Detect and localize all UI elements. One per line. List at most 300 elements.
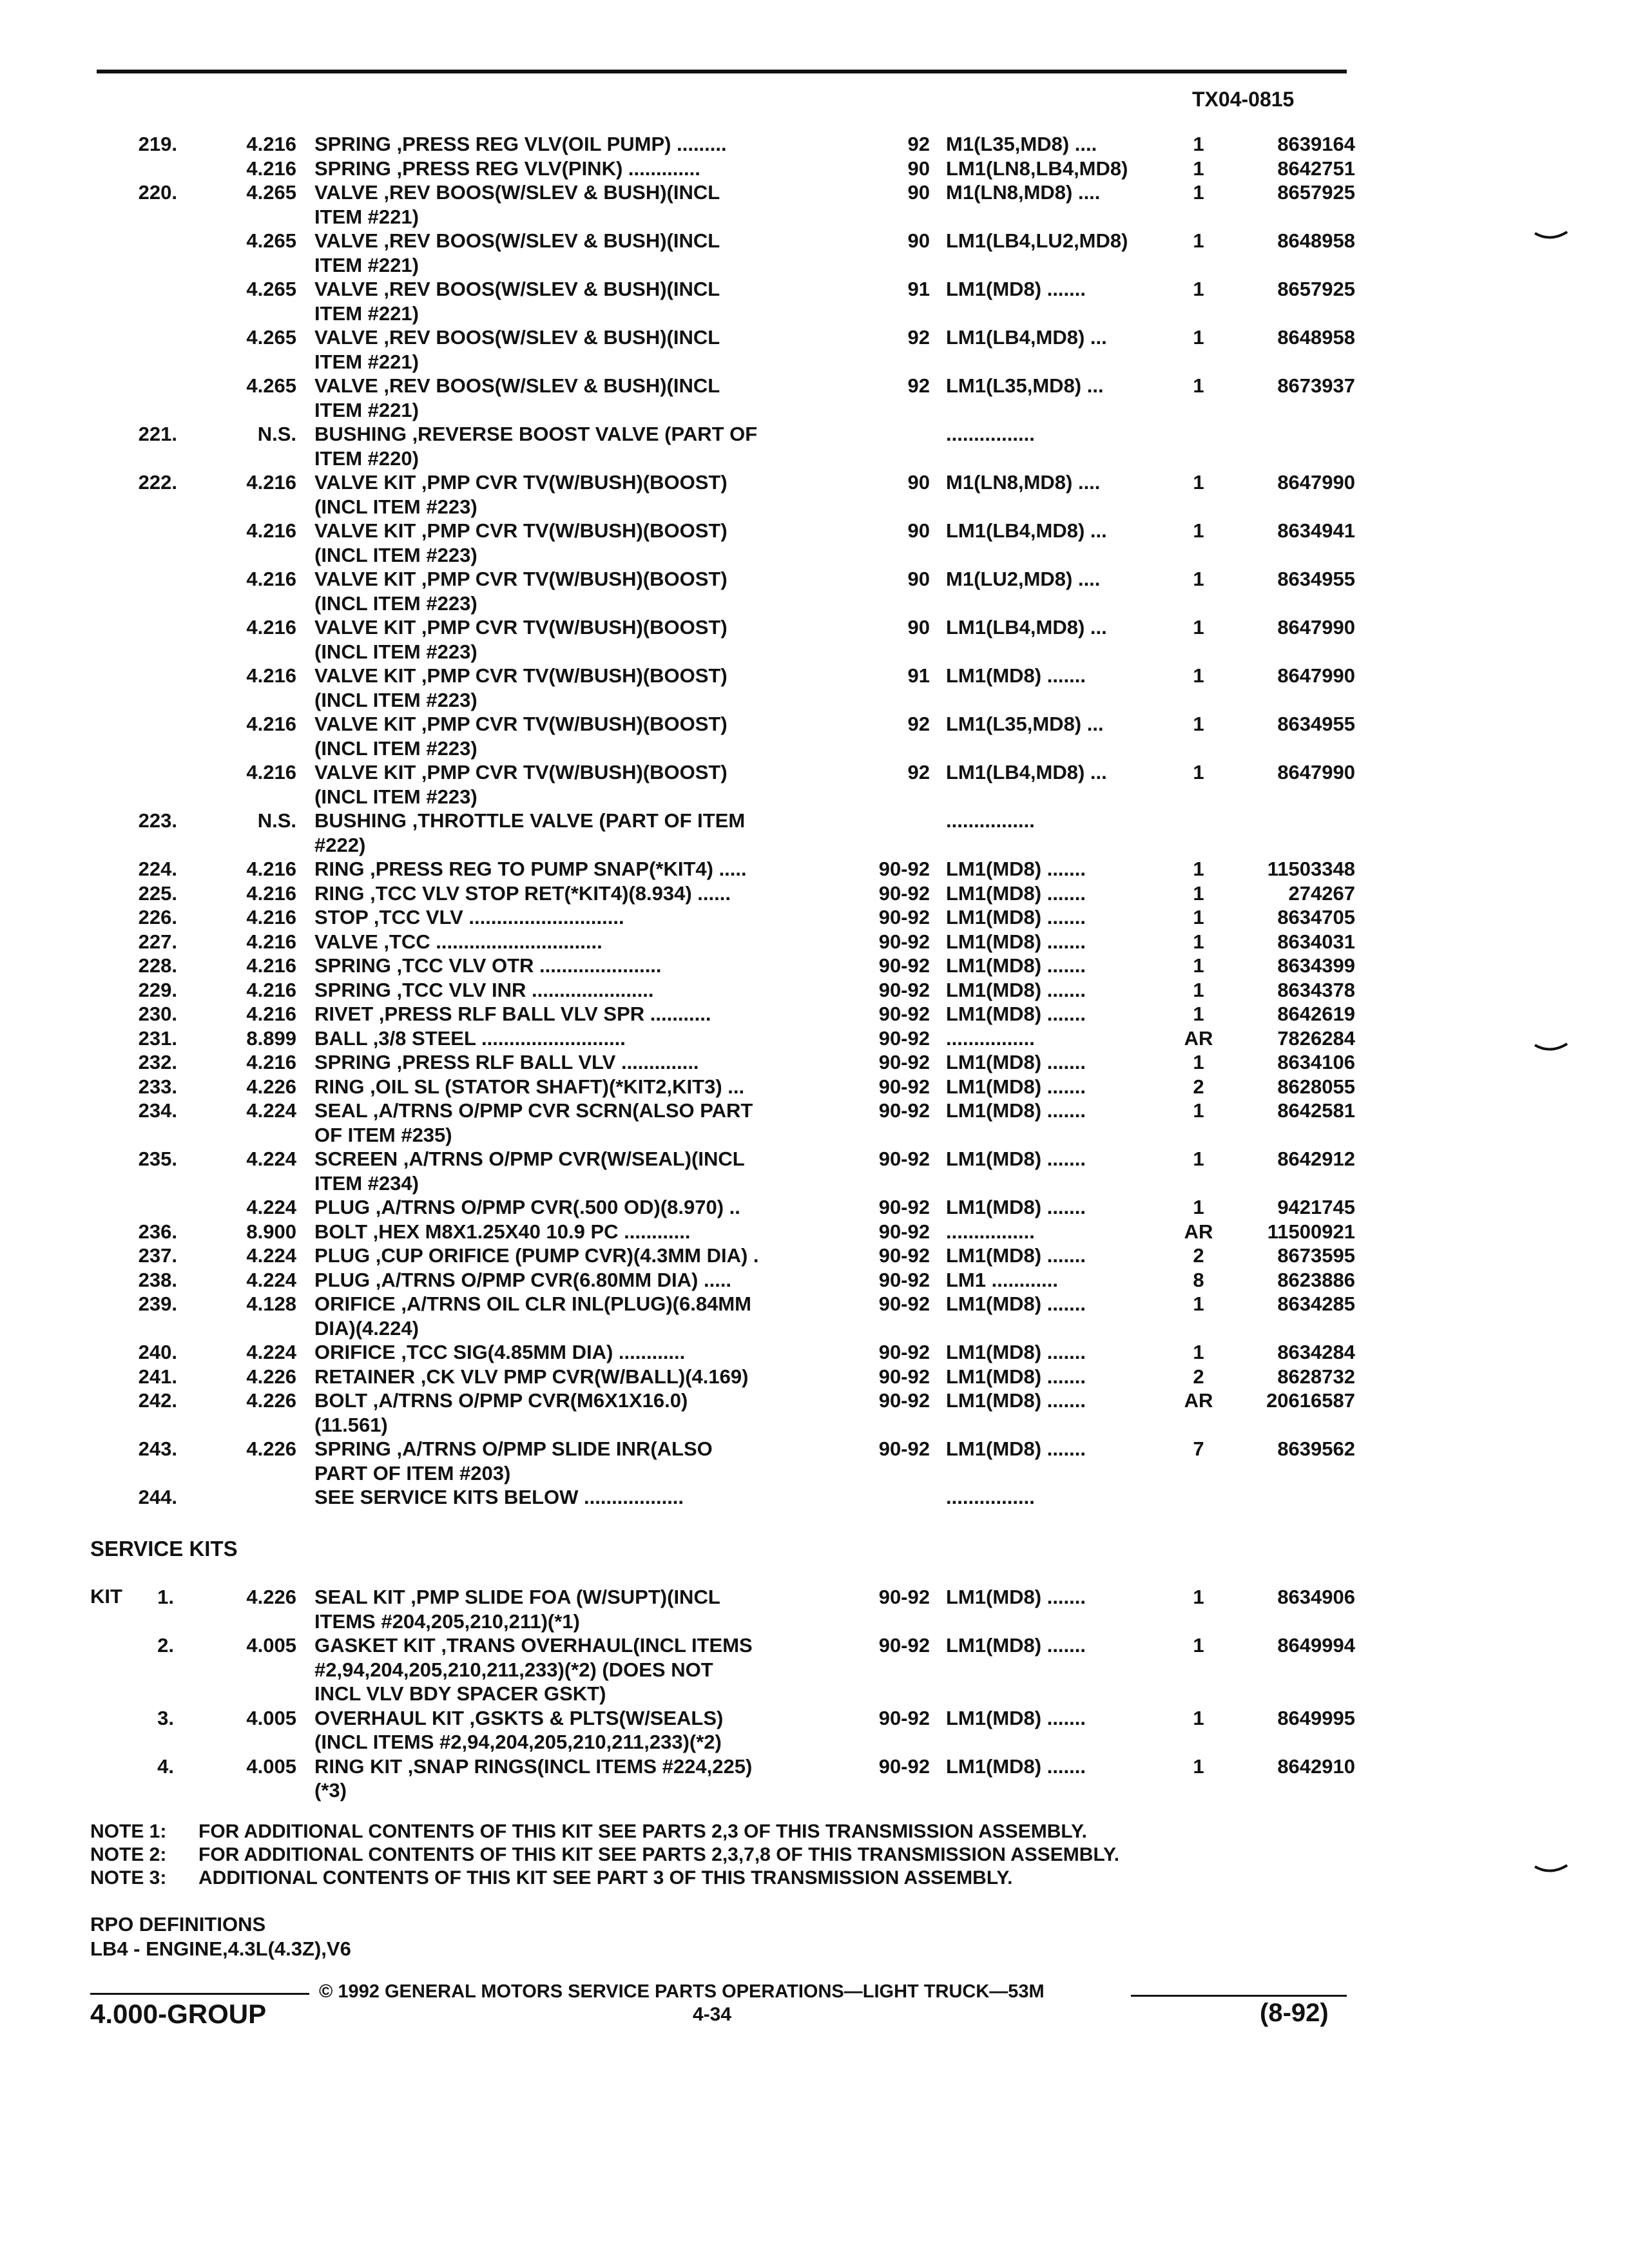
note-text: FOR ADDITIONAL CONTENTS OF THIS KIT SEE PARTS 2,3,7,8 OF THIS TRANSMISSION ASSEMBLY. bbox=[198, 1844, 1120, 1865]
part-description: VALVE ,REV BOOS(W/SLEV & BUSH)(INCL ITEM #221) bbox=[314, 181, 720, 228]
quantity: 1 bbox=[1193, 229, 1204, 252]
part-description: SEE SERVICE KITS BELOW .................. bbox=[314, 1486, 684, 1508]
rpo-heading: RPO DEFINITIONS bbox=[90, 1913, 266, 1936]
part-description: ORIFICE ,TCC SIG(4.85MM DIA) ............ bbox=[314, 1341, 686, 1363]
part-description: BALL ,3/8 STEEL .......................... bbox=[314, 1026, 626, 1050]
part-number: 8657925 bbox=[1277, 278, 1355, 300]
group-number: 4.224 bbox=[246, 1244, 296, 1267]
part-description: VALVE KIT ,PMP CVR TV(W/BUSH)(BOOST) (INCL ITEM #223) bbox=[314, 664, 728, 711]
part-row bbox=[0, 470, 1629, 519]
model-years: 90 bbox=[907, 471, 930, 494]
part-description: SPRING ,A/TRNS O/PMP SLIDE INR(ALSO PART OF ITEM #203) bbox=[314, 1437, 713, 1485]
part-number: 8649995 bbox=[1277, 1706, 1355, 1729]
model-code: LM1(MD8) ....... bbox=[946, 858, 1086, 880]
part-number: 8634285 bbox=[1277, 1293, 1355, 1315]
group-number: 4.216 bbox=[246, 881, 296, 905]
item-number: 237. bbox=[138, 1244, 177, 1267]
model-code: LM1(MD8) ....... bbox=[946, 1148, 1086, 1170]
quantity: 1 bbox=[1193, 471, 1204, 494]
model-years: 90-92 bbox=[878, 1389, 930, 1412]
item-number: 222. bbox=[138, 471, 177, 494]
part-row bbox=[0, 277, 1629, 325]
item-number: 224. bbox=[138, 858, 177, 880]
part-row bbox=[0, 1340, 1629, 1365]
part-number: 8649994 bbox=[1277, 1634, 1355, 1657]
model-code: LM1(MD8) ....... bbox=[946, 978, 1086, 1001]
group-number: 4.216 bbox=[246, 713, 296, 735]
quantity: 1 bbox=[1193, 278, 1204, 300]
copyright-line: © 1992 GENERAL MOTORS SERVICE PARTS OPERATIONS—LIGHT TRUCK—53M bbox=[319, 1981, 1045, 2002]
part-row bbox=[0, 132, 1629, 157]
quantity: 1 bbox=[1193, 1706, 1204, 1729]
part-number: 8634284 bbox=[1277, 1341, 1355, 1363]
model-code: LM1(MD8) ....... bbox=[946, 1099, 1086, 1122]
group-number: 4.216 bbox=[246, 954, 296, 977]
parts-list bbox=[0, 132, 1629, 1510]
part-number: 8628055 bbox=[1277, 1075, 1355, 1098]
item-number: 226. bbox=[138, 906, 177, 928]
model-code: LM1(MD8) ....... bbox=[946, 954, 1086, 977]
part-number: 8634955 bbox=[1277, 568, 1355, 590]
model-years: 90-92 bbox=[878, 1634, 930, 1657]
model-years: 90-92 bbox=[878, 1754, 930, 1778]
part-number: 8634941 bbox=[1277, 519, 1355, 542]
part-row bbox=[0, 325, 1629, 374]
part-description: ORIFICE ,A/TRNS OIL CLR INL(PLUG)(6.84MM DIA)(4.224) bbox=[314, 1293, 751, 1340]
part-number: 8639562 bbox=[1277, 1437, 1355, 1460]
part-row bbox=[0, 905, 1629, 930]
part-number: 8642910 bbox=[1277, 1754, 1355, 1778]
model-code: LM1(MD8) ....... bbox=[946, 1437, 1086, 1460]
model-years: 92 bbox=[907, 374, 930, 397]
part-number: 9421745 bbox=[1277, 1196, 1355, 1218]
part-row bbox=[0, 229, 1629, 277]
model-code: LM1(MD8) ....... bbox=[946, 1244, 1086, 1267]
part-row bbox=[0, 1268, 1629, 1293]
part-row bbox=[0, 1050, 1629, 1075]
model-code: LM1(LB4,MD8) ... bbox=[946, 616, 1107, 639]
part-number: 8648958 bbox=[1277, 326, 1355, 349]
model-years: 90-92 bbox=[878, 1220, 930, 1243]
part-number: 8634399 bbox=[1277, 954, 1355, 977]
model-code: LM1(MD8) ....... bbox=[946, 881, 1086, 905]
item-number: 235. bbox=[138, 1148, 177, 1170]
model-years: 90 bbox=[907, 616, 930, 639]
group-number: 4.005 bbox=[246, 1754, 296, 1778]
part-description: VALVE ,REV BOOS(W/SLEV & BUSH)(INCL ITEM #221) bbox=[314, 326, 720, 373]
quantity: 1 bbox=[1193, 1003, 1204, 1025]
model-years: 90-92 bbox=[878, 978, 930, 1001]
group-number: 4.216 bbox=[246, 978, 296, 1001]
part-description: BOLT ,A/TRNS O/PMP CVR(M6X1X16.0) (11.561) bbox=[314, 1389, 688, 1436]
part-row bbox=[0, 1002, 1629, 1026]
model-years: 90-92 bbox=[878, 1026, 930, 1050]
part-number: 8634906 bbox=[1277, 1586, 1355, 1608]
quantity: 1 bbox=[1193, 858, 1204, 880]
model-years: 92 bbox=[907, 713, 930, 735]
model-years: 90-92 bbox=[878, 954, 930, 977]
model-code: ................ bbox=[946, 1486, 1035, 1508]
part-number: 8642751 bbox=[1277, 157, 1355, 180]
part-description: SPRING ,PRESS REG VLV(PINK) ............. bbox=[314, 157, 700, 180]
part-description: GASKET KIT ,TRANS OVERHAUL(INCL ITEMS #2,94,204,205,210,211,233)(*2) (DOES NOT INCL VLV BDY SPACER GSKT) bbox=[314, 1634, 753, 1705]
model-code: LM1 ............ bbox=[946, 1268, 1058, 1291]
model-code: LM1(MD8) ....... bbox=[946, 1634, 1086, 1657]
part-number: 20616587 bbox=[1266, 1389, 1355, 1412]
model-code: LM1(MD8) ....... bbox=[946, 1075, 1086, 1098]
model-years: 91 bbox=[907, 278, 930, 300]
part-row bbox=[0, 422, 1629, 470]
group-number: 4.226 bbox=[246, 1586, 296, 1608]
part-description: SEAL KIT ,PMP SLIDE FOA (W/SUPT)(INCL ITEMS #204,205,210,211)(*1) bbox=[314, 1586, 720, 1633]
part-number: 8673937 bbox=[1277, 374, 1355, 397]
model-code: LM1(LB4,MD8) ... bbox=[946, 761, 1107, 783]
model-code: LM1(MD8) ....... bbox=[946, 1706, 1086, 1729]
group-number: 4.226 bbox=[246, 1389, 296, 1412]
part-row bbox=[0, 857, 1629, 881]
top-rule bbox=[97, 70, 1347, 73]
part-number: 8623886 bbox=[1277, 1268, 1355, 1291]
part-number: 11500921 bbox=[1267, 1220, 1355, 1243]
model-code: ................ bbox=[946, 1026, 1035, 1050]
part-row bbox=[0, 978, 1629, 1003]
model-code: LM1(LB4,MD8) ... bbox=[946, 326, 1107, 349]
part-row bbox=[0, 1437, 1629, 1485]
quantity: 8 bbox=[1193, 1268, 1204, 1291]
part-row bbox=[0, 1220, 1629, 1244]
group-number: 4.226 bbox=[246, 1075, 296, 1098]
model-years: 90-92 bbox=[878, 1244, 930, 1267]
model-code: LM1(LB4,MD8) ... bbox=[946, 519, 1107, 542]
part-number: 8647990 bbox=[1277, 761, 1355, 783]
binding-mark-icon bbox=[1534, 231, 1568, 244]
service-kits-list bbox=[0, 1585, 1629, 1803]
part-description: PLUG ,A/TRNS O/PMP CVR(6.80MM DIA) ..... bbox=[314, 1268, 732, 1291]
model-code: LM1(MD8) ....... bbox=[946, 1341, 1086, 1363]
group-number: 4.005 bbox=[246, 1634, 296, 1657]
part-row bbox=[0, 760, 1629, 809]
page-number: 4-34 bbox=[693, 2004, 732, 2025]
part-number: 8673595 bbox=[1277, 1244, 1355, 1267]
part-description: RING ,PRESS REG TO PUMP SNAP(*KIT4) ..... bbox=[314, 858, 747, 880]
part-row bbox=[0, 954, 1629, 978]
item-number: 220. bbox=[138, 181, 177, 204]
model-code: LM1(MD8) ....... bbox=[946, 1196, 1086, 1218]
part-description: RIVET ,PRESS RLF BALL VLV SPR ........... bbox=[314, 1003, 711, 1025]
quantity: 1 bbox=[1193, 713, 1204, 735]
model-years: 90-92 bbox=[878, 1437, 930, 1460]
group-number: 4.216 bbox=[246, 519, 296, 542]
quantity: 1 bbox=[1193, 1754, 1204, 1778]
part-description: VALVE KIT ,PMP CVR TV(W/BUSH)(BOOST) (INCL ITEM #223) bbox=[314, 568, 728, 615]
quantity: 2 bbox=[1193, 1365, 1204, 1388]
kit-row bbox=[0, 1633, 1629, 1706]
group-number: 4.224 bbox=[246, 1196, 296, 1218]
quantity: 1 bbox=[1193, 1099, 1204, 1122]
quantity: 1 bbox=[1193, 1196, 1204, 1218]
quantity: 2 bbox=[1193, 1075, 1204, 1098]
part-number: 8642619 bbox=[1277, 1003, 1355, 1025]
revision-date: (8-92) bbox=[1260, 1999, 1329, 2027]
item-number: 244. bbox=[138, 1486, 177, 1508]
part-number: 8628732 bbox=[1277, 1365, 1355, 1388]
part-row bbox=[0, 1195, 1629, 1220]
group-number: 4.216 bbox=[246, 761, 296, 783]
model-years: 90 bbox=[907, 229, 930, 252]
item-number: 241. bbox=[138, 1365, 177, 1388]
model-years: 90-92 bbox=[878, 906, 930, 928]
part-row bbox=[0, 1292, 1629, 1340]
group-number: 4.216 bbox=[246, 906, 296, 928]
note-text: FOR ADDITIONAL CONTENTS OF THIS KIT SEE PARTS 2,3 OF THIS TRANSMISSION ASSEMBLY. bbox=[198, 1821, 1088, 1842]
model-code: ................ bbox=[946, 423, 1035, 445]
model-code: LM1(L35,MD8) ... bbox=[946, 374, 1104, 397]
model-years: 90-92 bbox=[878, 1099, 930, 1122]
note-row bbox=[90, 1843, 1119, 1867]
quantity: 1 bbox=[1193, 930, 1204, 953]
note-text: ADDITIONAL CONTENTS OF THIS KIT SEE PART 3 OF THIS TRANSMISSION ASSEMBLY. bbox=[198, 1867, 1013, 1888]
group-number: 4.265 bbox=[246, 181, 296, 204]
part-row bbox=[0, 930, 1629, 954]
model-years: 92 bbox=[907, 133, 930, 155]
item-number: 236. bbox=[138, 1220, 177, 1243]
note-label: NOTE 3: bbox=[90, 1867, 167, 1888]
part-row bbox=[0, 519, 1629, 567]
group-number: 4.224 bbox=[246, 1148, 296, 1170]
item-number: 232. bbox=[138, 1051, 177, 1073]
quantity: 1 bbox=[1193, 616, 1204, 639]
part-number: 8634955 bbox=[1277, 713, 1355, 735]
group-number: 4.216 bbox=[246, 471, 296, 494]
kit-number: 1. bbox=[157, 1586, 174, 1608]
item-number: 240. bbox=[138, 1341, 177, 1363]
model-code: LM1(MD8) ....... bbox=[946, 1754, 1086, 1778]
model-years: 90-92 bbox=[878, 1365, 930, 1388]
part-description: RING ,OIL SL (STATOR SHAFT)(*KIT2,KIT3) ... bbox=[314, 1075, 745, 1098]
rpo-definition: LB4 - ENGINE,4.3L(4.3Z),V6 bbox=[90, 1937, 351, 1960]
binding-mark-icon bbox=[1534, 1864, 1568, 1877]
model-code: ................ bbox=[946, 1220, 1035, 1243]
group-number: 4.216 bbox=[246, 930, 296, 953]
group-number: 4.224 bbox=[246, 1099, 296, 1122]
part-description: SPRING ,PRESS RLF BALL VLV .............. bbox=[314, 1051, 699, 1073]
group-number: 4.216 bbox=[246, 157, 296, 180]
part-description: SCREEN ,A/TRNS O/PMP CVR(W/SEAL)(INCL ITEM #234) bbox=[314, 1148, 745, 1195]
part-description: RING KIT ,SNAP RINGS(INCL ITEMS #224,225) (*3) bbox=[314, 1754, 753, 1802]
kit-row bbox=[0, 1754, 1629, 1803]
group-number: 4.265 bbox=[246, 229, 296, 252]
group-number: 4.226 bbox=[246, 1365, 296, 1388]
part-description: OVERHAUL KIT ,GSKTS & PLTS(W/SEALS) (INCL ITEMS #2,94,204,205,210,211,233)(*2) bbox=[314, 1706, 724, 1753]
group-number: 8.900 bbox=[246, 1220, 296, 1243]
item-number: 223. bbox=[138, 809, 177, 832]
item-number: 228. bbox=[138, 954, 177, 977]
item-number: 242. bbox=[138, 1389, 177, 1412]
model-years: 90-92 bbox=[878, 1196, 930, 1218]
quantity: AR bbox=[1184, 1026, 1213, 1050]
kit-number: 4. bbox=[157, 1754, 174, 1778]
group-number: 4.216 bbox=[246, 1051, 296, 1073]
model-years: 90-92 bbox=[878, 1003, 930, 1025]
model-code: M1(LU2,MD8) .... bbox=[946, 568, 1101, 590]
model-code: M1(LN8,MD8) .... bbox=[946, 471, 1101, 494]
item-number: 239. bbox=[138, 1293, 177, 1315]
binding-mark-icon bbox=[1534, 1043, 1568, 1055]
part-description: VALVE ,REV BOOS(W/SLEV & BUSH)(INCL ITEM #221) bbox=[314, 374, 720, 421]
part-row bbox=[0, 809, 1629, 857]
footer-rule bbox=[90, 1993, 309, 1995]
model-years: 90-92 bbox=[878, 1706, 930, 1729]
part-number: 8639164 bbox=[1277, 133, 1355, 155]
model-years: 90 bbox=[907, 519, 930, 542]
note-label: NOTE 2: bbox=[90, 1844, 167, 1865]
item-number: 234. bbox=[138, 1099, 177, 1122]
quantity: 1 bbox=[1193, 1341, 1204, 1363]
part-row bbox=[0, 1147, 1629, 1195]
group-number: 4.216 bbox=[246, 858, 296, 880]
model-years: 90-92 bbox=[878, 1341, 930, 1363]
item-number: 230. bbox=[138, 1003, 177, 1025]
quantity: 1 bbox=[1193, 1586, 1204, 1608]
model-code: LM1(LN8,LB4,MD8) bbox=[946, 157, 1128, 180]
note-row bbox=[90, 1867, 1119, 1890]
part-description: VALVE KIT ,PMP CVR TV(W/BUSH)(BOOST) (INCL ITEM #223) bbox=[314, 761, 728, 808]
group-number: N.S. bbox=[257, 809, 296, 832]
quantity: 2 bbox=[1193, 1244, 1204, 1267]
part-row bbox=[0, 615, 1629, 664]
item-number: 238. bbox=[138, 1268, 177, 1291]
model-code: LM1(MD8) ....... bbox=[946, 1003, 1086, 1025]
quantity: 1 bbox=[1193, 326, 1204, 349]
part-row bbox=[0, 1485, 1629, 1510]
model-code: LM1(MD8) ....... bbox=[946, 906, 1086, 928]
part-description: PLUG ,CUP ORIFICE (PUMP CVR)(4.3MM DIA) . bbox=[314, 1244, 759, 1267]
part-description: SPRING ,PRESS REG VLV(OIL PUMP) ......... bbox=[314, 133, 727, 155]
group-number: 4.265 bbox=[246, 374, 296, 397]
part-number: 11503348 bbox=[1267, 858, 1355, 880]
item-number: 225. bbox=[138, 881, 177, 905]
quantity: 1 bbox=[1193, 568, 1204, 590]
model-years: 90-92 bbox=[878, 1293, 930, 1315]
kit-label: KIT bbox=[90, 1585, 122, 1608]
part-description: VALVE KIT ,PMP CVR TV(W/BUSH)(BOOST) (INCL ITEM #223) bbox=[314, 616, 728, 663]
part-number: 8647990 bbox=[1277, 471, 1355, 494]
part-number: 8634705 bbox=[1277, 906, 1355, 928]
model-code: LM1(MD8) ....... bbox=[946, 664, 1086, 687]
model-code: LM1(MD8) ....... bbox=[946, 278, 1086, 300]
item-number: 231. bbox=[138, 1026, 177, 1050]
quantity: 1 bbox=[1193, 664, 1204, 687]
part-description: SPRING ,TCC VLV INR ...................... bbox=[314, 978, 654, 1001]
part-number: 8642912 bbox=[1277, 1148, 1355, 1170]
group-number: 4.005 bbox=[246, 1706, 296, 1729]
item-number: 219. bbox=[138, 133, 177, 155]
kit-number: 2. bbox=[157, 1634, 174, 1657]
model-years: 90-92 bbox=[878, 1075, 930, 1098]
part-number: 8647990 bbox=[1277, 664, 1355, 687]
quantity: 1 bbox=[1193, 133, 1204, 155]
quantity: 1 bbox=[1193, 881, 1204, 905]
group-label: 4.000-GROUP bbox=[90, 1999, 267, 2029]
model-code: LM1(MD8) ....... bbox=[946, 1293, 1086, 1315]
part-number: 8634378 bbox=[1277, 978, 1355, 1001]
part-description: VALVE ,REV BOOS(W/SLEV & BUSH)(INCL ITEM #221) bbox=[314, 229, 720, 276]
quantity: 1 bbox=[1193, 1634, 1204, 1657]
group-number: N.S. bbox=[257, 423, 296, 445]
quantity: 1 bbox=[1193, 1293, 1204, 1315]
note-label: NOTE 1: bbox=[90, 1821, 167, 1842]
document-id: TX04-0815 bbox=[1192, 88, 1295, 111]
part-description: VALVE ,TCC .............................. bbox=[314, 930, 602, 953]
quantity: 1 bbox=[1193, 1148, 1204, 1170]
group-number: 4.216 bbox=[246, 1003, 296, 1025]
note-row bbox=[90, 1820, 1119, 1843]
part-number: 8642581 bbox=[1277, 1099, 1355, 1122]
part-description: STOP ,TCC VLV ............................ bbox=[314, 906, 624, 928]
item-number: 233. bbox=[138, 1075, 177, 1098]
item-number: 243. bbox=[138, 1437, 177, 1460]
part-row bbox=[0, 1099, 1629, 1147]
rpo-definitions bbox=[90, 1912, 351, 1961]
part-number: 8648958 bbox=[1277, 229, 1355, 252]
group-number: 4.224 bbox=[246, 1268, 296, 1291]
model-code: M1(L35,MD8) .... bbox=[946, 133, 1097, 155]
part-row bbox=[0, 180, 1629, 229]
notes-block bbox=[90, 1820, 1119, 1890]
item-number: 221. bbox=[138, 423, 177, 445]
model-code: LM1(LB4,LU2,MD8) bbox=[946, 229, 1128, 252]
model-code: ................ bbox=[946, 809, 1035, 832]
part-description: VALVE ,REV BOOS(W/SLEV & BUSH)(INCL ITEM #221) bbox=[314, 278, 720, 325]
quantity: 1 bbox=[1193, 374, 1204, 397]
part-number: 8657925 bbox=[1277, 181, 1355, 204]
quantity: 1 bbox=[1193, 954, 1204, 977]
part-description: BUSHING ,REVERSE BOOST VALVE (PART OF ITEM #220) bbox=[314, 423, 758, 470]
model-code: LM1(MD8) ....... bbox=[946, 1051, 1086, 1073]
part-row bbox=[0, 881, 1629, 906]
service-kits-heading: SERVICE KITS bbox=[90, 1537, 238, 1561]
part-number: 8634106 bbox=[1277, 1051, 1355, 1073]
part-row bbox=[0, 567, 1629, 615]
item-number: 227. bbox=[138, 930, 177, 953]
model-code: LM1(MD8) ....... bbox=[946, 930, 1086, 953]
model-code: LM1(MD8) ....... bbox=[946, 1586, 1086, 1608]
kit-number: 3. bbox=[157, 1706, 174, 1729]
part-row bbox=[0, 1365, 1629, 1389]
quantity: 1 bbox=[1193, 519, 1204, 542]
part-number: 8634031 bbox=[1277, 930, 1355, 953]
item-number: 229. bbox=[138, 978, 177, 1001]
model-code: M1(LN8,MD8) .... bbox=[946, 181, 1101, 204]
group-number: 4.128 bbox=[246, 1293, 296, 1315]
part-row bbox=[0, 664, 1629, 712]
part-description: VALVE KIT ,PMP CVR TV(W/BUSH)(BOOST) (INCL ITEM #223) bbox=[314, 519, 728, 566]
model-years: 90-92 bbox=[878, 1586, 930, 1608]
part-description: SEAL ,A/TRNS O/PMP CVR SCRN(ALSO PART OF ITEM #235) bbox=[314, 1099, 753, 1146]
kit-row bbox=[0, 1585, 1629, 1633]
quantity: AR bbox=[1184, 1220, 1213, 1243]
group-number: 4.216 bbox=[246, 664, 296, 687]
part-row bbox=[0, 374, 1629, 422]
group-number: 4.224 bbox=[246, 1341, 296, 1363]
model-years: 90-92 bbox=[878, 1268, 930, 1291]
part-row bbox=[0, 712, 1629, 760]
group-number: 4.216 bbox=[246, 568, 296, 590]
part-description: VALVE KIT ,PMP CVR TV(W/BUSH)(BOOST) (INCL ITEM #223) bbox=[314, 471, 728, 518]
part-row bbox=[0, 157, 1629, 181]
part-description: RING ,TCC VLV STOP RET(*KIT4)(8.934) ...... bbox=[314, 881, 731, 905]
part-number: 274267 bbox=[1288, 881, 1355, 905]
